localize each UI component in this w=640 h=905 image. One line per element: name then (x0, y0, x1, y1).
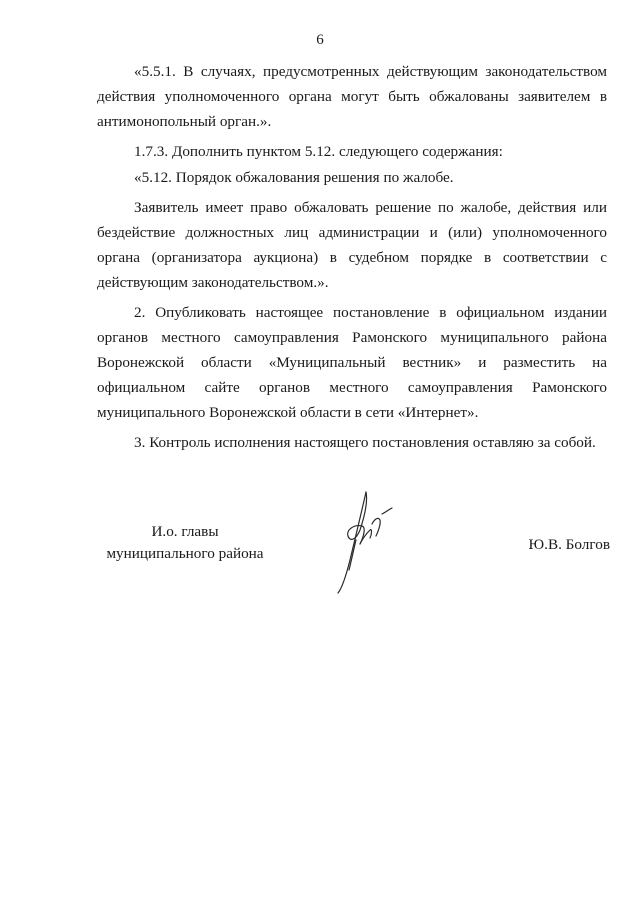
paragraph-5-5-1: «5.5.1. В случаях, предусмотренных действующим законодательством действия уполномоченного органа могут быть обжалованы заявителем в антимонопольный орган.». (97, 63, 607, 130)
signatory-title (90, 521, 280, 565)
signatory-title-line2: муниципального района (106, 545, 264, 562)
page-number: 6 (316, 32, 324, 48)
paragraph-appeal-right: Заявитель имеет право обжаловать решение по жалобе, действия или бездействие должностных лиц администрации и (или) уполномоченного органа (организатора аукциона) в судебном порядке в соответствии с действующим законодательством.». (97, 199, 607, 291)
paragraph-publish: 2. Опубликовать настоящее постановление в официальном издании органов местного самоуправления Рамонского муниципального района Воронежской области «Муниципальный вестник» и разместить на официальном сайте органов местного самоуправления Рамонского муниципального Воронежской области в сети «Интернет». (97, 304, 607, 421)
signatory-title-line1: И.о. главы (151, 523, 219, 540)
handwritten-signature (326, 490, 406, 595)
paragraph-5-12-heading: «5.12. Порядок обжалования решения по жалобе. (134, 169, 454, 186)
paragraph-control: 3. Контроль исполнения настоящего постановления оставляю за собой. (134, 434, 596, 451)
document-body (97, 59, 607, 455)
paragraph-1-7-3: 1.7.3. Дополнить пунктом 5.12. следующего содержания: (134, 143, 503, 160)
signatory-name: Ю.В. Болгов (528, 536, 610, 553)
